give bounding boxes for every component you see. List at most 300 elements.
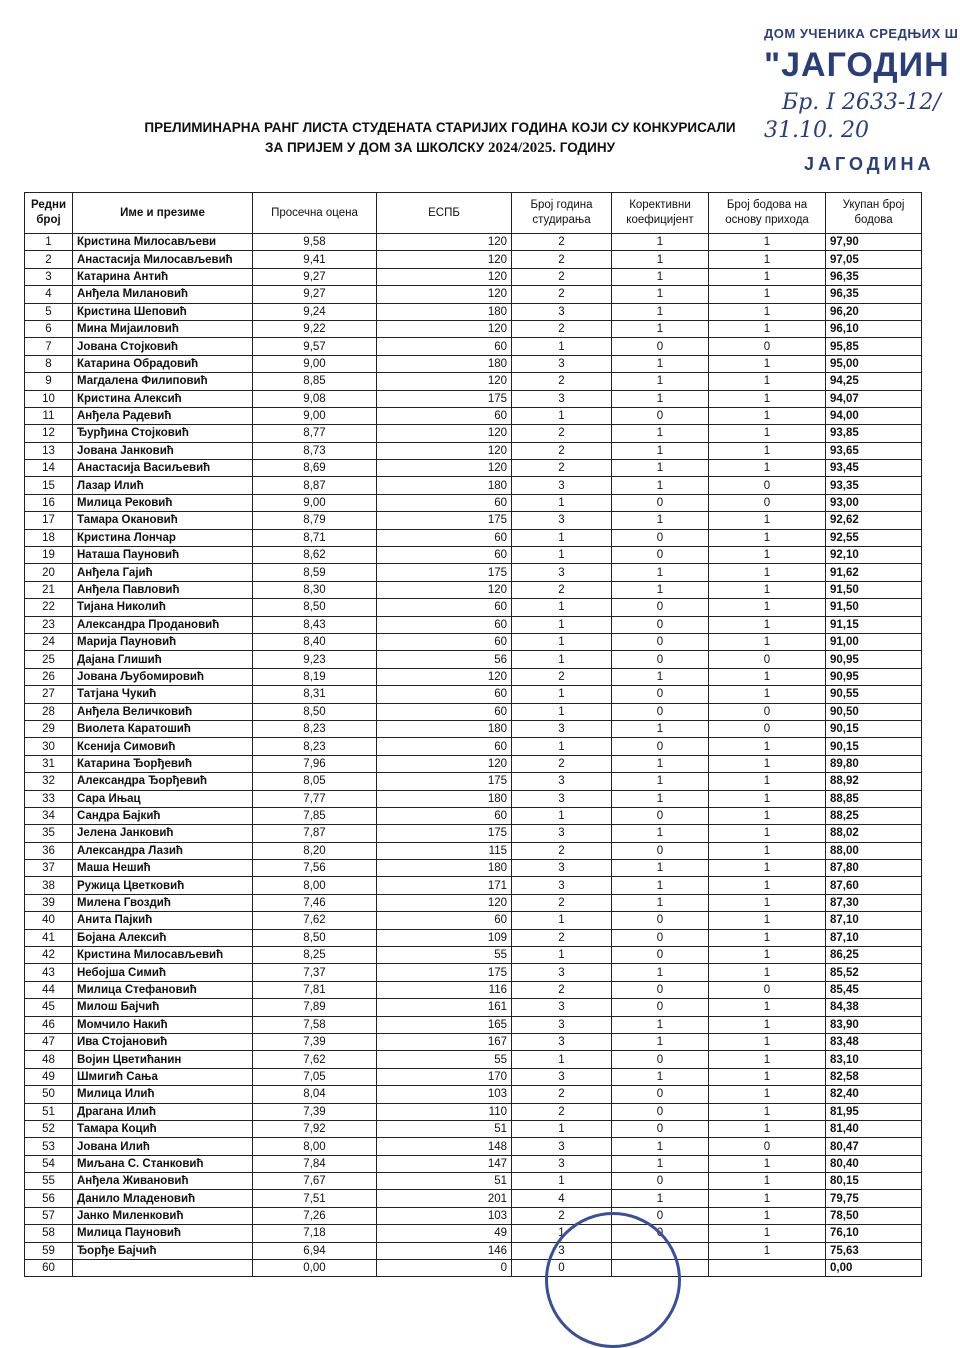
espb-cell: 60 bbox=[377, 633, 512, 650]
correction-coefficient-cell: 0 bbox=[612, 703, 709, 720]
correction-coefficient-cell: 1 bbox=[612, 390, 709, 407]
total-points-cell: 93,85 bbox=[826, 425, 922, 442]
years-of-study-cell: 3 bbox=[512, 1068, 612, 1085]
title-prefix: ЗА ПРИЈЕМ У ДОМ ЗА ШКОЛСКУ bbox=[265, 140, 485, 155]
espb-cell: 49 bbox=[377, 1225, 512, 1242]
average-grade-cell: 6,94 bbox=[253, 1242, 377, 1259]
average-grade-cell: 7,87 bbox=[253, 825, 377, 842]
espb-cell: 175 bbox=[377, 512, 512, 529]
years-of-study-cell: 3 bbox=[512, 860, 612, 877]
espb-cell: 180 bbox=[377, 355, 512, 372]
header-espb: ЕСПБ bbox=[377, 193, 512, 234]
years-of-study-cell: 3 bbox=[512, 477, 612, 494]
name-cell: Милица Илић bbox=[73, 1086, 253, 1103]
income-points-cell: 0 bbox=[709, 1138, 826, 1155]
name-cell: Татјана Чукић bbox=[73, 686, 253, 703]
espb-cell: 120 bbox=[377, 755, 512, 772]
correction-coefficient-cell: 1 bbox=[612, 286, 709, 303]
name-cell: Александра Ђорђевић bbox=[73, 773, 253, 790]
espb-cell: 115 bbox=[377, 842, 512, 859]
total-points-cell: 90,95 bbox=[826, 668, 922, 685]
rank-no-cell: 42 bbox=[25, 947, 73, 964]
years-of-study-cell: 3 bbox=[512, 964, 612, 981]
espb-cell: 120 bbox=[377, 425, 512, 442]
total-points-cell: 94,25 bbox=[826, 373, 922, 390]
average-grade-cell: 8,73 bbox=[253, 442, 377, 459]
total-points-cell: 93,35 bbox=[826, 477, 922, 494]
income-points-cell: 1 bbox=[709, 790, 826, 807]
rank-no-cell: 55 bbox=[25, 1173, 73, 1190]
name-cell: Ива Стојановић bbox=[73, 1033, 253, 1050]
income-points-cell: 1 bbox=[709, 633, 826, 650]
years-of-study-cell: 1 bbox=[512, 912, 612, 929]
rank-no-cell: 36 bbox=[25, 842, 73, 859]
name-cell: Катарина Обрадовић bbox=[73, 355, 253, 372]
total-points-cell: 0,00 bbox=[826, 1260, 922, 1277]
name-cell: Јована Љубомировић bbox=[73, 668, 253, 685]
total-points-cell: 92,62 bbox=[826, 512, 922, 529]
espb-cell: 103 bbox=[377, 1207, 512, 1224]
total-points-cell: 87,10 bbox=[826, 912, 922, 929]
average-grade-cell: 7,67 bbox=[253, 1173, 377, 1190]
average-grade-cell: 9,23 bbox=[253, 651, 377, 668]
name-cell: Анђела Радевић bbox=[73, 407, 253, 424]
total-points-cell: 97,90 bbox=[826, 234, 922, 251]
name-cell: Кристина Лончар bbox=[73, 529, 253, 546]
rank-no-cell: 15 bbox=[25, 477, 73, 494]
correction-coefficient-cell: 1 bbox=[612, 268, 709, 285]
total-points-cell: 82,58 bbox=[826, 1068, 922, 1085]
correction-coefficient-cell: 1 bbox=[612, 320, 709, 337]
total-points-cell: 96,35 bbox=[826, 268, 922, 285]
table-row bbox=[25, 1120, 922, 1137]
name-cell: Анита Пајкић bbox=[73, 912, 253, 929]
name-cell: Сандра Бајкић bbox=[73, 807, 253, 824]
total-points-cell: 90,50 bbox=[826, 703, 922, 720]
years-of-study-cell: 4 bbox=[512, 1190, 612, 1207]
name-cell: Марија Пауновић bbox=[73, 633, 253, 650]
total-points-cell: 88,25 bbox=[826, 807, 922, 824]
total-points-cell: 80,15 bbox=[826, 1173, 922, 1190]
years-of-study-cell: 1 bbox=[512, 633, 612, 650]
rank-no-cell: 53 bbox=[25, 1138, 73, 1155]
name-cell: Драгана Илић bbox=[73, 1103, 253, 1120]
name-cell: Милица Пауновић bbox=[73, 1225, 253, 1242]
table-row bbox=[25, 964, 922, 981]
income-points-cell: 1 bbox=[709, 668, 826, 685]
years-of-study-cell: 1 bbox=[512, 547, 612, 564]
income-points-cell: 1 bbox=[709, 1086, 826, 1103]
total-points-cell: 90,15 bbox=[826, 738, 922, 755]
espb-cell: 60 bbox=[377, 407, 512, 424]
espb-cell: 60 bbox=[377, 738, 512, 755]
table-row bbox=[25, 1155, 922, 1172]
espb-cell: 120 bbox=[377, 442, 512, 459]
average-grade-cell: 8,31 bbox=[253, 686, 377, 703]
table-row bbox=[25, 929, 922, 946]
table-row bbox=[25, 512, 922, 529]
name-cell: Кристина Милосављеви bbox=[73, 234, 253, 251]
income-points-cell: 1 bbox=[709, 442, 826, 459]
correction-coefficient-cell: 0 bbox=[612, 1207, 709, 1224]
name-cell: Војин Цветићанин bbox=[73, 1051, 253, 1068]
espb-cell: 51 bbox=[377, 1173, 512, 1190]
table-row bbox=[25, 442, 922, 459]
total-points-cell: 90,15 bbox=[826, 720, 922, 737]
average-grade-cell: 8,00 bbox=[253, 877, 377, 894]
espb-cell: 120 bbox=[377, 581, 512, 598]
espb-cell: 56 bbox=[377, 651, 512, 668]
income-points-cell: 1 bbox=[709, 529, 826, 546]
espb-cell: 60 bbox=[377, 912, 512, 929]
espb-cell: 180 bbox=[377, 860, 512, 877]
correction-coefficient-cell: 1 bbox=[612, 894, 709, 911]
total-points-cell: 81,95 bbox=[826, 1103, 922, 1120]
name-cell: Јанко Миленковић bbox=[73, 1207, 253, 1224]
income-points-cell: 1 bbox=[709, 1190, 826, 1207]
rank-no-cell: 7 bbox=[25, 338, 73, 355]
table-row bbox=[25, 268, 922, 285]
total-points-cell: 91,62 bbox=[826, 564, 922, 581]
average-grade-cell: 8,23 bbox=[253, 720, 377, 737]
correction-coefficient-cell: 1 bbox=[612, 668, 709, 685]
years-of-study-cell: 1 bbox=[512, 1120, 612, 1137]
income-points-cell: 1 bbox=[709, 268, 826, 285]
name-cell: Виолета Каратошић bbox=[73, 720, 253, 737]
total-points-cell: 94,00 bbox=[826, 407, 922, 424]
table-row bbox=[25, 1207, 922, 1224]
average-grade-cell: 8,62 bbox=[253, 547, 377, 564]
table-row bbox=[25, 773, 922, 790]
average-grade-cell: 8,05 bbox=[253, 773, 377, 790]
years-of-study-cell: 1 bbox=[512, 338, 612, 355]
espb-cell: 146 bbox=[377, 1242, 512, 1259]
average-grade-cell: 8,25 bbox=[253, 947, 377, 964]
total-points-cell: 79,75 bbox=[826, 1190, 922, 1207]
rank-no-cell: 4 bbox=[25, 286, 73, 303]
years-of-study-cell: 2 bbox=[512, 460, 612, 477]
years-of-study-cell: 2 bbox=[512, 373, 612, 390]
income-points-cell: 1 bbox=[709, 877, 826, 894]
espb-cell: 120 bbox=[377, 234, 512, 251]
rank-no-cell: 33 bbox=[25, 790, 73, 807]
rank-no-cell: 44 bbox=[25, 981, 73, 998]
total-points-cell: 93,45 bbox=[826, 460, 922, 477]
table-row bbox=[25, 1190, 922, 1207]
table-row bbox=[25, 373, 922, 390]
name-cell: Катарина Ђорђевић bbox=[73, 755, 253, 772]
espb-cell: 103 bbox=[377, 1086, 512, 1103]
rank-no-cell: 28 bbox=[25, 703, 73, 720]
rank-no-cell: 58 bbox=[25, 1225, 73, 1242]
correction-coefficient-cell: 1 bbox=[612, 825, 709, 842]
correction-coefficient-cell: 1 bbox=[612, 373, 709, 390]
espb-cell: 51 bbox=[377, 1120, 512, 1137]
income-points-cell: 1 bbox=[709, 390, 826, 407]
table-row bbox=[25, 999, 922, 1016]
total-points-cell: 86,25 bbox=[826, 947, 922, 964]
average-grade-cell: 7,92 bbox=[253, 1120, 377, 1137]
average-grade-cell: 9,27 bbox=[253, 268, 377, 285]
average-grade-cell: 8,77 bbox=[253, 425, 377, 442]
espb-cell: 120 bbox=[377, 286, 512, 303]
income-points-cell bbox=[709, 1260, 826, 1277]
rank-no-cell: 38 bbox=[25, 877, 73, 894]
name-cell: Анђела Гајић bbox=[73, 564, 253, 581]
average-grade-cell: 8,23 bbox=[253, 738, 377, 755]
years-of-study-cell: 1 bbox=[512, 1225, 612, 1242]
correction-coefficient-cell: 0 bbox=[612, 999, 709, 1016]
name-cell: Ђурђина Стојковић bbox=[73, 425, 253, 442]
name-cell: Катарина Антић bbox=[73, 268, 253, 285]
name-cell: Тијана Николић bbox=[73, 599, 253, 616]
table-row bbox=[25, 320, 922, 337]
rank-no-cell: 8 bbox=[25, 355, 73, 372]
correction-coefficient-cell: 1 bbox=[612, 1138, 709, 1155]
name-cell: Шмигић Сања bbox=[73, 1068, 253, 1085]
rank-no-cell: 49 bbox=[25, 1068, 73, 1085]
name-cell: Момчило Накић bbox=[73, 1016, 253, 1033]
average-grade-cell: 8,69 bbox=[253, 460, 377, 477]
average-grade-cell: 7,62 bbox=[253, 912, 377, 929]
name-cell: Ђорђе Бајчић bbox=[73, 1242, 253, 1259]
table-row bbox=[25, 651, 922, 668]
correction-coefficient-cell: 1 bbox=[612, 1016, 709, 1033]
rank-no-cell: 48 bbox=[25, 1051, 73, 1068]
espb-cell: 55 bbox=[377, 1051, 512, 1068]
table-row bbox=[25, 894, 922, 911]
rank-no-cell: 1 bbox=[25, 234, 73, 251]
average-grade-cell: 9,24 bbox=[253, 303, 377, 320]
table-row bbox=[25, 529, 922, 546]
table-row bbox=[25, 668, 922, 685]
table-row bbox=[25, 703, 922, 720]
name-cell: Јелена Јанковић bbox=[73, 825, 253, 842]
correction-coefficient-cell: 0 bbox=[612, 947, 709, 964]
table-row bbox=[25, 877, 922, 894]
table-row bbox=[25, 825, 922, 842]
average-grade-cell: 7,26 bbox=[253, 1207, 377, 1224]
average-grade-cell: 9,00 bbox=[253, 494, 377, 511]
rank-no-cell: 16 bbox=[25, 494, 73, 511]
years-of-study-cell: 1 bbox=[512, 407, 612, 424]
total-points-cell: 87,30 bbox=[826, 894, 922, 911]
header-correction-coefficient: Корективни коефицијент bbox=[612, 193, 709, 234]
espb-cell: 170 bbox=[377, 1068, 512, 1085]
correction-coefficient-cell: 1 bbox=[612, 251, 709, 268]
average-grade-cell: 7,89 bbox=[253, 999, 377, 1016]
income-points-cell: 0 bbox=[709, 338, 826, 355]
name-cell: Анастасија Милосављевић bbox=[73, 251, 253, 268]
correction-coefficient-cell: 0 bbox=[612, 686, 709, 703]
espb-cell: 60 bbox=[377, 547, 512, 564]
correction-coefficient-cell: 1 bbox=[612, 477, 709, 494]
espb-cell: 120 bbox=[377, 251, 512, 268]
total-points-cell: 84,38 bbox=[826, 999, 922, 1016]
average-grade-cell: 8,85 bbox=[253, 373, 377, 390]
name-cell: Дајана Глишић bbox=[73, 651, 253, 668]
rank-no-cell: 22 bbox=[25, 599, 73, 616]
income-points-cell: 1 bbox=[709, 1051, 826, 1068]
income-points-cell: 1 bbox=[709, 581, 826, 598]
espb-cell: 180 bbox=[377, 477, 512, 494]
name-cell: Анђела Величковић bbox=[73, 703, 253, 720]
name-cell: Наташа Пауновић bbox=[73, 547, 253, 564]
average-grade-cell: 8,30 bbox=[253, 581, 377, 598]
espb-cell: 60 bbox=[377, 494, 512, 511]
table-header-row bbox=[25, 193, 922, 234]
years-of-study-cell: 3 bbox=[512, 773, 612, 790]
years-of-study-cell: 3 bbox=[512, 355, 612, 372]
total-points-cell: 93,65 bbox=[826, 442, 922, 459]
table-row bbox=[25, 720, 922, 737]
income-points-cell: 0 bbox=[709, 703, 826, 720]
espb-cell: 120 bbox=[377, 460, 512, 477]
table-row bbox=[25, 251, 922, 268]
total-points-cell: 87,60 bbox=[826, 877, 922, 894]
income-points-cell: 1 bbox=[709, 947, 826, 964]
years-of-study-cell: 1 bbox=[512, 738, 612, 755]
average-grade-cell: 8,50 bbox=[253, 703, 377, 720]
average-grade-cell: 9,22 bbox=[253, 320, 377, 337]
income-points-cell: 1 bbox=[709, 1207, 826, 1224]
espb-cell: 147 bbox=[377, 1155, 512, 1172]
name-cell: Данило Младеновић bbox=[73, 1190, 253, 1207]
years-of-study-cell: 2 bbox=[512, 268, 612, 285]
average-grade-cell: 9,57 bbox=[253, 338, 377, 355]
espb-cell: 120 bbox=[377, 668, 512, 685]
rank-no-cell: 60 bbox=[25, 1260, 73, 1277]
income-points-cell: 0 bbox=[709, 720, 826, 737]
total-points-cell: 83,48 bbox=[826, 1033, 922, 1050]
income-points-cell: 1 bbox=[709, 825, 826, 842]
income-points-cell: 0 bbox=[709, 477, 826, 494]
school-year: 2024/2025. bbox=[488, 140, 556, 156]
rank-no-cell: 35 bbox=[25, 825, 73, 842]
rank-no-cell: 57 bbox=[25, 1207, 73, 1224]
name-cell: Сара Ињац bbox=[73, 790, 253, 807]
name-cell: Тамара Коцић bbox=[73, 1120, 253, 1137]
income-points-cell: 1 bbox=[709, 460, 826, 477]
income-points-cell: 1 bbox=[709, 303, 826, 320]
average-grade-cell: 0,00 bbox=[253, 1260, 377, 1277]
years-of-study-cell: 3 bbox=[512, 825, 612, 842]
rank-no-cell: 27 bbox=[25, 686, 73, 703]
name-cell: Магдалена Филиповић bbox=[73, 373, 253, 390]
years-of-study-cell: 3 bbox=[512, 1016, 612, 1033]
correction-coefficient-cell: 0 bbox=[612, 1086, 709, 1103]
name-cell: Милица Стефановић bbox=[73, 981, 253, 998]
table-row bbox=[25, 633, 922, 650]
income-points-cell: 1 bbox=[709, 547, 826, 564]
table-row bbox=[25, 912, 922, 929]
years-of-study-cell: 1 bbox=[512, 686, 612, 703]
total-points-cell: 87,10 bbox=[826, 929, 922, 946]
name-cell: Бојана Алексић bbox=[73, 929, 253, 946]
income-points-cell: 1 bbox=[709, 1068, 826, 1085]
years-of-study-cell: 2 bbox=[512, 1207, 612, 1224]
title-line-1: ПРЕЛИМИНАРНА РАНГ ЛИСТА СТУДЕНАТА СТАРИЈИХ ГОДИНА КОЈИ СУ КОНКУРИСАЛИ bbox=[144, 120, 736, 135]
income-points-cell: 1 bbox=[709, 599, 826, 616]
total-points-cell: 91,50 bbox=[826, 581, 922, 598]
espb-cell: 148 bbox=[377, 1138, 512, 1155]
years-of-study-cell: 3 bbox=[512, 999, 612, 1016]
table-row bbox=[25, 494, 922, 511]
rank-no-cell: 19 bbox=[25, 547, 73, 564]
table-row bbox=[25, 1068, 922, 1085]
name-cell: Ксенија Симовић bbox=[73, 738, 253, 755]
correction-coefficient-cell: 0 bbox=[612, 547, 709, 564]
table-row bbox=[25, 1016, 922, 1033]
correction-coefficient-cell: 1 bbox=[612, 564, 709, 581]
rank-no-cell: 32 bbox=[25, 773, 73, 790]
rank-no-cell: 34 bbox=[25, 807, 73, 824]
rank-no-cell: 59 bbox=[25, 1242, 73, 1259]
correction-coefficient-cell: 0 bbox=[612, 338, 709, 355]
years-of-study-cell: 2 bbox=[512, 425, 612, 442]
income-points-cell: 1 bbox=[709, 286, 826, 303]
official-seal bbox=[545, 1212, 681, 1348]
total-points-cell: 76,10 bbox=[826, 1225, 922, 1242]
rank-no-cell: 12 bbox=[25, 425, 73, 442]
total-points-cell: 92,55 bbox=[826, 529, 922, 546]
average-grade-cell: 7,51 bbox=[253, 1190, 377, 1207]
income-points-cell: 0 bbox=[709, 494, 826, 511]
correction-coefficient-cell: 1 bbox=[612, 442, 709, 459]
years-of-study-cell: 3 bbox=[512, 877, 612, 894]
name-cell: Милена Гвоздић bbox=[73, 894, 253, 911]
years-of-study-cell: 1 bbox=[512, 1051, 612, 1068]
years-of-study-cell: 1 bbox=[512, 703, 612, 720]
average-grade-cell: 7,96 bbox=[253, 755, 377, 772]
average-grade-cell: 7,39 bbox=[253, 1033, 377, 1050]
rank-no-cell: 47 bbox=[25, 1033, 73, 1050]
average-grade-cell: 8,59 bbox=[253, 564, 377, 581]
espb-cell: 165 bbox=[377, 1016, 512, 1033]
table-row bbox=[25, 616, 922, 633]
correction-coefficient-cell: 1 bbox=[612, 964, 709, 981]
income-points-cell: 1 bbox=[709, 1103, 826, 1120]
name-cell: Анастасија Васиљевић bbox=[73, 460, 253, 477]
rank-no-cell: 23 bbox=[25, 616, 73, 633]
name-cell: Кристина Алексић bbox=[73, 390, 253, 407]
rank-no-cell: 21 bbox=[25, 581, 73, 598]
espb-cell: 60 bbox=[377, 599, 512, 616]
espb-cell: 120 bbox=[377, 320, 512, 337]
average-grade-cell: 7,77 bbox=[253, 790, 377, 807]
income-points-cell: 1 bbox=[709, 234, 826, 251]
name-cell: Лазар Илић bbox=[73, 477, 253, 494]
average-grade-cell: 8,50 bbox=[253, 929, 377, 946]
espb-cell: 175 bbox=[377, 564, 512, 581]
average-grade-cell: 7,84 bbox=[253, 1155, 377, 1172]
espb-cell: 120 bbox=[377, 894, 512, 911]
rank-no-cell: 56 bbox=[25, 1190, 73, 1207]
table-row bbox=[25, 1086, 922, 1103]
table-row bbox=[25, 407, 922, 424]
total-points-cell: 78,50 bbox=[826, 1207, 922, 1224]
correction-coefficient-cell: 0 bbox=[612, 738, 709, 755]
correction-coefficient-cell: 0 bbox=[612, 1051, 709, 1068]
espb-cell: 180 bbox=[377, 790, 512, 807]
correction-coefficient-cell: 1 bbox=[612, 460, 709, 477]
total-points-cell: 93,00 bbox=[826, 494, 922, 511]
table-row bbox=[25, 286, 922, 303]
total-points-cell: 96,35 bbox=[826, 286, 922, 303]
espb-cell: 60 bbox=[377, 338, 512, 355]
table-row bbox=[25, 1033, 922, 1050]
income-points-cell: 1 bbox=[709, 999, 826, 1016]
